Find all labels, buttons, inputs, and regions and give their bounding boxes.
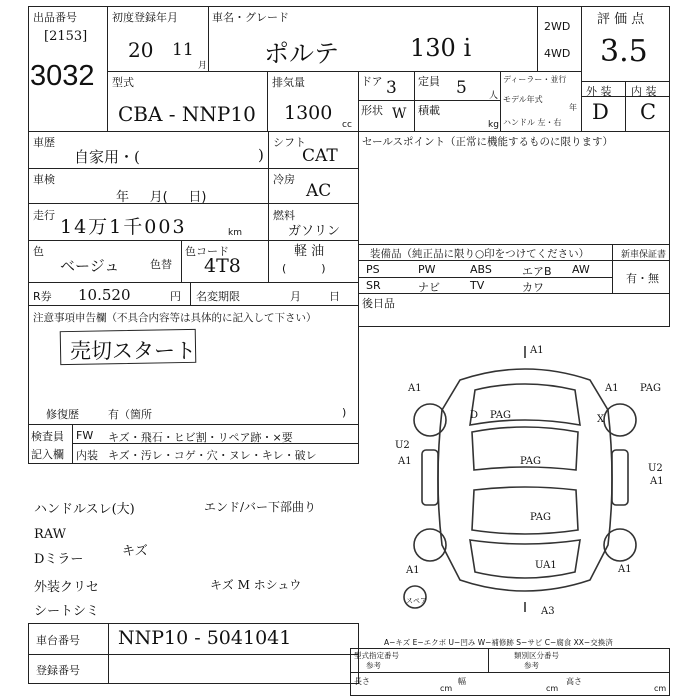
note-7: キズ M ホシュウ — [210, 578, 302, 592]
repair-close: ) — [342, 406, 347, 419]
equipment-item: SR — [366, 279, 381, 292]
info-h4 — [28, 282, 359, 283]
diagram-label: U2 — [648, 463, 663, 474]
eq-div3 — [358, 277, 612, 278]
shift-label: シフト — [273, 136, 306, 149]
inspection-label: 車検 — [33, 173, 55, 186]
name-change-label: 名変期限 — [196, 290, 240, 303]
shape-value: W — [392, 106, 407, 122]
seats-label: 定員 — [418, 75, 440, 88]
doors-label: ドア — [361, 75, 383, 88]
shape-label: 形状 — [361, 104, 383, 117]
diagram-label: スペア — [406, 597, 427, 605]
type-v — [488, 648, 489, 672]
diagram-label: PAG — [530, 512, 552, 523]
handle-label: ハンドル 左・右 — [503, 118, 562, 127]
dealer-label: ディーラー・並行 — [503, 75, 567, 84]
info-v3 — [190, 282, 191, 306]
registration-div — [108, 654, 109, 684]
note-5: キズ — [122, 544, 148, 559]
load-label: 積載 — [418, 104, 440, 117]
name-change-value: 月 日 — [290, 290, 340, 303]
disp-label: 排気量 — [272, 76, 305, 89]
interior-insp-items: キズ・汚レ・コゲ・穴・ヌレ・キレ・破レ — [108, 449, 317, 462]
transfer-label: 後日品 — [362, 297, 395, 310]
reg-label: 初度登録年月 — [112, 11, 178, 24]
score-value: 3.5 — [600, 34, 648, 69]
note-2: エンド/バー下部曲り — [204, 500, 317, 514]
ac-value: AC — [306, 181, 332, 201]
fuel-paren: ( ) — [282, 262, 326, 275]
chassis-label: 車台番号 — [36, 634, 80, 647]
equipment-item: TV — [470, 279, 485, 292]
diagram-label: X — [597, 414, 605, 425]
equipment-item: カワ — [522, 281, 544, 294]
info-h1 — [28, 168, 359, 169]
equipment-item: AW — [572, 263, 590, 276]
history-close: ) — [258, 146, 264, 164]
diagram-label: A1 — [398, 456, 412, 467]
history-label: 車歴 — [33, 136, 55, 149]
warranty-value: 有・無 — [626, 272, 659, 285]
model-value: CBA - NNP10 — [118, 102, 256, 126]
diagram-label: U2 — [395, 440, 410, 451]
diagram-label: D — [470, 410, 479, 421]
note-3: RAW — [34, 527, 67, 542]
repair-label: 修復歴 — [46, 408, 79, 421]
diagram-label: UA1 — [535, 560, 557, 571]
grade: 130 i — [410, 34, 472, 62]
doors-value: 3 — [386, 78, 397, 98]
mileage-value: 14万1千003 — [60, 216, 187, 238]
diagram-label: PAG — [640, 383, 662, 394]
sold-stamp: 売切スタート — [70, 339, 196, 363]
warranty-label: 新車保証書 — [621, 250, 667, 260]
diagram-label: PAG — [520, 456, 542, 467]
color-code-label: 色コード — [185, 245, 229, 258]
drive-4wd: 4WD — [544, 47, 571, 60]
length-label: 長さ — [354, 677, 370, 686]
class-sub: 参考 — [524, 661, 539, 670]
class-label: 類別区分番号 — [514, 651, 559, 660]
fuel-value2: 軽 油 — [294, 244, 325, 259]
fuel-value1: ガソリン — [288, 224, 341, 239]
equipment-item: ナビ — [418, 281, 440, 294]
model-year-label: モデル年式 — [503, 95, 543, 104]
diagram-label: A1 — [605, 383, 619, 394]
note-6: 外装クリセ — [34, 580, 99, 595]
diagram-label: A1 — [618, 564, 632, 575]
ac-label: 冷房 — [273, 173, 295, 186]
score-label: 評 価 点 — [597, 12, 645, 27]
diagram-label: A1 — [408, 383, 422, 394]
chassis-div — [108, 623, 109, 655]
model-label: 型式 — [112, 76, 134, 89]
height-unit: cm — [654, 684, 667, 693]
diagram-label: A1 — [406, 565, 420, 576]
info-v1 — [268, 131, 269, 282]
type-label: 型式指定番号 — [354, 651, 399, 660]
lot-number: 3032 — [30, 60, 95, 92]
history-value: 自家用・( — [74, 148, 140, 166]
grades-divider — [625, 81, 626, 132]
inspector-label1: 検査員 — [31, 430, 64, 443]
interior-label: 内 装 — [631, 85, 657, 98]
equipment-item: PS — [366, 263, 380, 276]
color-change-label: 色替 — [150, 258, 172, 271]
seats-unit: 人 — [489, 91, 499, 101]
info-v2 — [181, 240, 182, 282]
reg-year: 20 — [128, 38, 154, 62]
notice-label: 注意事項申告欄（不具合内容等は具体的に記入して下さい） — [33, 312, 317, 324]
sales-label: セールスポイント（正常に機能するものに限ります） — [362, 136, 614, 148]
note-8: シートシミ — [34, 604, 100, 619]
note-4: Dミラー — [34, 552, 84, 567]
reg-month: 11 — [172, 40, 194, 60]
transfer-box — [358, 293, 670, 327]
height-label: 高さ — [566, 677, 582, 686]
recycle-unit: 円 — [170, 290, 181, 303]
repair-value: 有（箇所 — [108, 408, 152, 421]
shift-value: CAT — [302, 146, 338, 166]
fw-label: FW — [76, 429, 94, 442]
diagram-label: PAG — [490, 410, 512, 421]
color-code-value: 4T8 — [204, 255, 241, 277]
type-sub: 参考 — [366, 661, 381, 670]
car-diagram — [380, 340, 670, 620]
exterior-grade: D — [592, 100, 609, 124]
width-unit: cm — [546, 684, 559, 693]
length-unit: cm — [440, 684, 453, 693]
model-year-unit: 年 — [569, 103, 577, 112]
mileage-label: 走行 — [33, 209, 55, 222]
equipment-item: ABS — [470, 263, 492, 276]
recycle-value: 10.520 — [78, 286, 131, 304]
color-value: ベージュ — [60, 257, 120, 275]
drive-box — [537, 6, 582, 72]
fuel-label: 燃料 — [273, 209, 295, 222]
mileage-unit: km — [228, 228, 242, 238]
registration-label: 登録番号 — [36, 664, 80, 677]
disp-unit: cc — [342, 120, 352, 130]
load-unit: kg — [488, 120, 499, 130]
damage-legend: A−キズ E−エクボ U−凹み W−補修跡 S−サビ C−腐食 XX−交換済 — [384, 638, 613, 647]
fw-items: キズ・飛石・ヒビ割・リペア跡・×要 — [108, 431, 293, 444]
diagram-label: A1 — [530, 345, 544, 356]
equipment-label: 装備品（純正品に限り○印をつけてください） — [370, 248, 590, 260]
inspector-label2: 記入欄 — [31, 448, 64, 461]
chassis-value: NNP10 - 5041041 — [118, 627, 292, 649]
seats-value: 5 — [456, 78, 467, 98]
lot-sub: [2153] — [44, 29, 88, 44]
car-name: ポルテ — [264, 39, 340, 68]
equipment-item: エアB — [522, 265, 552, 278]
equipment-item: PW — [418, 263, 436, 276]
reg-month-unit: 月 — [198, 61, 208, 71]
type-h — [350, 672, 670, 673]
color-label: 色 — [33, 245, 44, 258]
diagram-label: A3 — [541, 606, 555, 617]
note-1: ハンドルスレ(大) — [34, 502, 135, 517]
exterior-label: 外 装 — [586, 85, 612, 98]
interior-insp-label: 内装 — [76, 449, 98, 462]
disp-value: 1300 — [284, 102, 333, 124]
recycle-label: R券 — [33, 290, 52, 303]
width-label: 幅 — [458, 677, 466, 686]
diagram-label: A1 — [650, 476, 664, 487]
inspection-value: 年 月( 日) — [116, 190, 207, 205]
lot-label: 出品番号 — [33, 11, 77, 24]
name-label: 車名・グレード — [212, 11, 289, 24]
drive-2wd: 2WD — [544, 20, 571, 33]
interior-grade: C — [640, 100, 657, 124]
eq-div1 — [612, 244, 613, 294]
